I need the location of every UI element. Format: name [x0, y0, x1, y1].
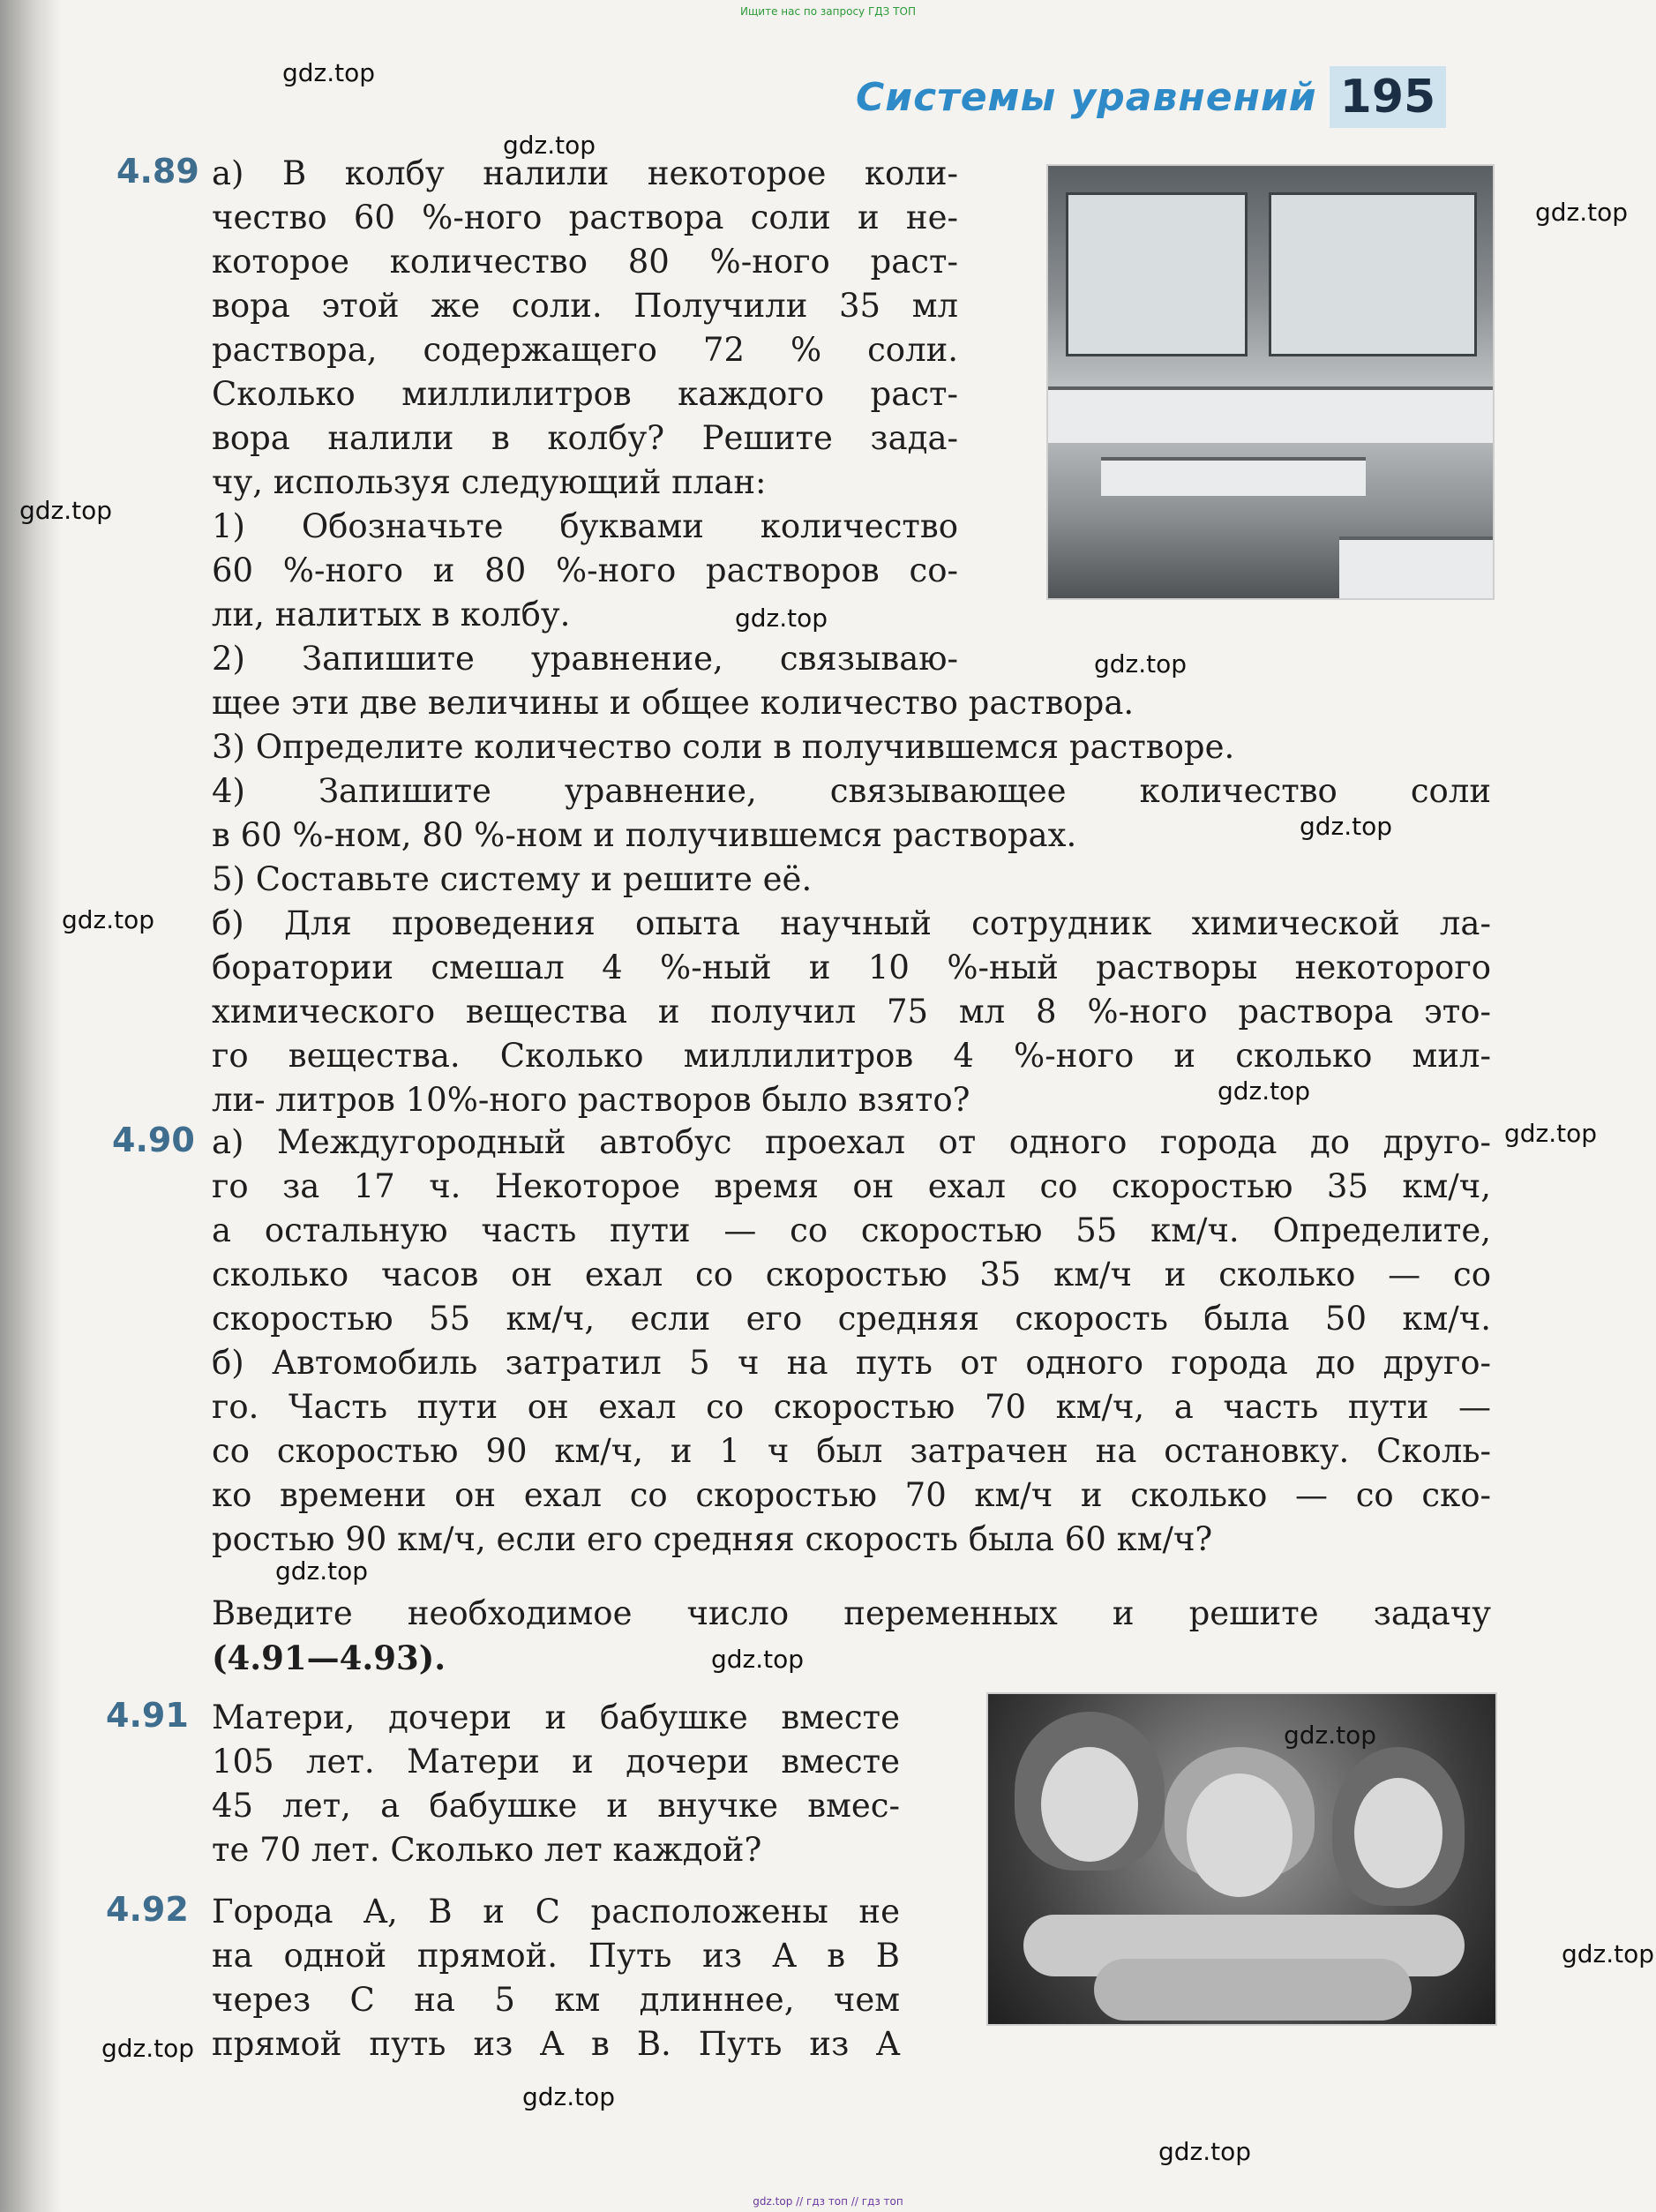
text-line: го за 17 ч. Некоторое время он ехал со скоростью 35 км/ч,	[212, 1167, 1491, 1205]
watermark: gdz.top	[1284, 1721, 1377, 1750]
text-line: Введите необходимое число переменных и решите задачу	[212, 1594, 1491, 1632]
text-line: которое количество 80 %-ного раст-	[212, 243, 958, 281]
text-line: вора этой же соли. Получили 35 мл	[212, 287, 958, 325]
watermark: gdz.top	[1535, 198, 1629, 227]
text-line: Матери, дочери и бабушке вместе	[212, 1698, 900, 1736]
text-line: ли- литров 10%-ного растворов было взято?	[212, 1081, 970, 1119]
text-line: (4.91—4.93).	[212, 1638, 446, 1677]
watermark: gdz.top	[1504, 1119, 1598, 1148]
watermark: gdz.top	[101, 2034, 195, 2063]
watermark: gdz.top	[1218, 1076, 1311, 1106]
watermark: gdz.top	[282, 58, 376, 87]
text-line: со скоростью 90 км/ч, и 1 ч был затрачен на остановку. Сколь-	[212, 1432, 1491, 1470]
watermark: gdz.top	[1562, 1939, 1655, 1968]
text-line: 45 лет, а бабушке и внучке вмес-	[212, 1787, 900, 1825]
text-line: ко времени он ехал со скоростью 70 км/ч и сколько — со ско-	[212, 1476, 1491, 1514]
text-line: 5) Составьте систему и решите её.	[212, 860, 813, 898]
text-line: скоростью 55 км/ч, если его средняя скорость была 50 км/ч.	[212, 1300, 1491, 1338]
text-line: чество 60 %-ного раствора соли и не-	[212, 199, 958, 236]
watermark: gdz.top	[1158, 2137, 1252, 2166]
text-line: чу, используя следующий план:	[212, 463, 767, 501]
text-line: вора налили в колбу? Решите зада-	[212, 419, 958, 457]
page-number: 195	[1330, 66, 1447, 128]
text-line: прямой путь из A в B. Путь из A	[212, 2025, 900, 2063]
laboratory-photo	[1046, 164, 1495, 600]
watermark: gdz.top	[19, 496, 113, 525]
text-line: 105 лет. Матери и дочери вместе	[212, 1743, 900, 1781]
watermark: gdz.top	[275, 1556, 369, 1586]
text-line: в 60 %-ном, 80 %-ном и получившемся растворах.	[212, 816, 1077, 854]
watermark: gdz.top	[62, 905, 155, 934]
text-line: те 70 лет. Сколько лет каждой?	[212, 1831, 762, 1869]
text-line: щее эти две величины и общее количество раствора.	[212, 684, 1135, 722]
text-line: Сколько миллилитров каждого раст-	[212, 375, 958, 413]
top-note: Ищите нас по запросу ГДЗ ТОП	[740, 5, 916, 18]
text-line: раствора, содержащего 72 % соли.	[212, 331, 958, 369]
watermark: gdz.top	[522, 2082, 616, 2111]
watermark: gdz.top	[1300, 812, 1393, 841]
bottom-note: gdz.top // гдз топ // гдз топ	[753, 2195, 903, 2208]
family-photo	[986, 1692, 1497, 2026]
watermark: gdz.top	[1094, 649, 1188, 679]
text-line: 1) Обозначьте буквами количество	[212, 507, 958, 545]
page-header	[856, 71, 1446, 124]
text-line: сколько часов он ехал со скоростью 35 км/ч и сколько — со	[212, 1256, 1491, 1293]
problem-number: 4.91	[106, 1696, 189, 1735]
chapter-title: Системы уравнений	[856, 74, 1317, 120]
text-line: 60 %-ного и 80 %-ного растворов со-	[212, 551, 958, 589]
text-line: го вещества. Сколько миллилитров 4 %-ного и сколько мил-	[212, 1037, 1491, 1075]
watermark: gdz.top	[503, 131, 596, 160]
text-line: б) Для проведения опыта научный сотрудник химической ла-	[212, 904, 1491, 942]
text-line: через C на 5 км длиннее, чем	[212, 1981, 900, 2019]
text-line: 3) Определите количество соли в получившемся растворе.	[212, 728, 1235, 766]
watermark: gdz.top	[735, 604, 828, 633]
text-line: 4) Запишите уравнение, связывающее количество соли	[212, 772, 1491, 810]
text-line: химического вещества и получил 75 мл 8 %-ного раствора это-	[212, 993, 1491, 1031]
text-line: ростью 90 км/ч, если его средняя скорость была 60 км/ч?	[212, 1520, 1213, 1558]
text-line: го. Часть пути он ехал со скоростью 70 км/ч, а часть пути —	[212, 1388, 1491, 1426]
problem-number: 4.92	[106, 1890, 189, 1929]
text-line: ли, налитых в колбу.	[212, 596, 571, 634]
text-line: на одной прямой. Путь из A в B	[212, 1937, 900, 1975]
text-line: а остальную часть пути — со скоростью 55 км/ч. Определите,	[212, 1211, 1491, 1249]
text-line: Города A, B и C расположены не	[212, 1893, 900, 1931]
problem-number: 4.89	[116, 152, 199, 191]
watermark: gdz.top	[711, 1645, 805, 1674]
text-line: боратории смешал 4 %-ный и 10 %-ный растворы некоторого	[212, 949, 1491, 986]
problem-number: 4.90	[112, 1121, 195, 1159]
text-line: а) В колбу налили некоторое коли-	[212, 154, 958, 192]
text-line: б) Автомобиль затратил 5 ч на путь от одного города до друго-	[212, 1344, 1491, 1382]
page-gutter-shadow	[0, 0, 62, 2212]
text-line: а) Междугородный автобус проехал от одного города до друго-	[212, 1123, 1491, 1161]
text-line: 2) Запишите уравнение, связываю-	[212, 640, 958, 678]
